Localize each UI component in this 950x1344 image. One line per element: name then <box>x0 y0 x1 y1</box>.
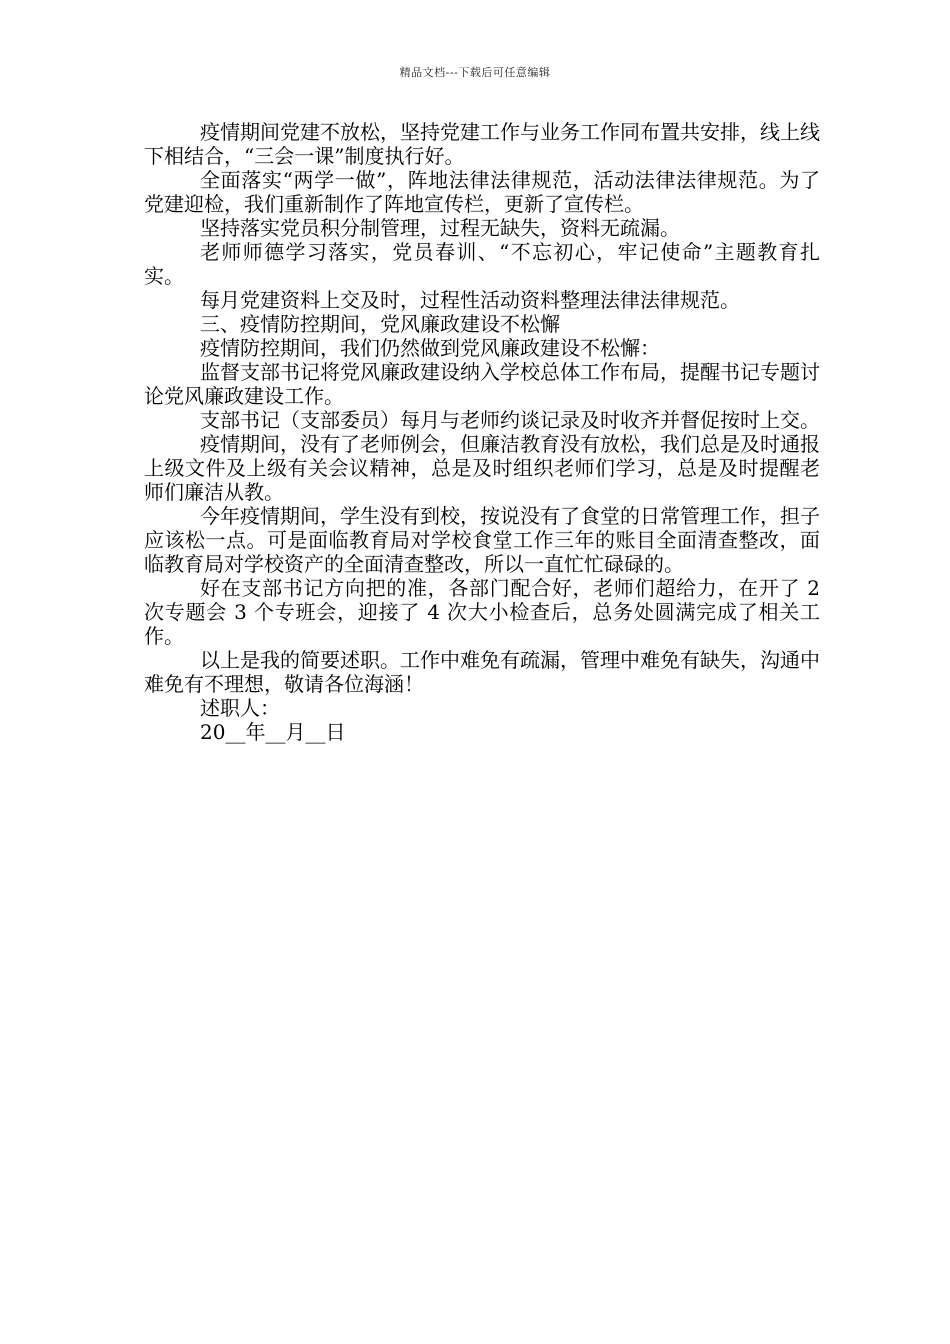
paragraph: 坚持落实党员积分制管理，过程无缺失，资料无疏漏。 <box>200 216 680 240</box>
section-heading: 三、疫情防控期间，党风廉政建设不松懈 <box>200 312 560 336</box>
date-line: 20__年__月__日 <box>200 720 346 744</box>
paragraph: 老师师德学习落实，党员春训、“不忘初心，牢记使命”主题教育扎实。 <box>144 240 820 288</box>
paragraph: 疫情期间，没有了老师例会，但廉洁教育没有放松，我们总是及时通报上级文件及上级有关会议精神，总是及时组织老师们学习，总是及时提醒老师们廉洁从教。 <box>144 432 820 504</box>
paragraph: 好在支部书记方向把的准，各部门配合好，老师们超给力，在开了 2 次专题会 3 个专班会，迎接了 4 次大小检查后，总务处圆满完成了相关工作。 <box>144 576 820 648</box>
page-header: 精品文档---下载后可任意编辑 <box>399 66 551 79</box>
paragraph: 监督支部书记将党风廉政建设纳入学校总体工作布局，提醒书记专题讨论党风廉政建设工作。 <box>144 360 820 408</box>
paragraph: 疫情期间党建不放松，坚持党建工作与业务工作同布置共安排，线上线下相结合，“三会一课”制度执行好。 <box>144 120 820 168</box>
paragraph: 每月党建资料上交及时，过程性活动资料整理法律法律规范。 <box>200 288 740 312</box>
paragraph: 疫情防控期间，我们仍然做到党风廉政建设不松懈： <box>200 336 660 360</box>
paragraph: 全面落实“两学一做”，阵地法律法律规范，活动法律法律规范。为了党建迎检，我们重新制作了阵地宣传栏，更新了宣传栏。 <box>144 168 820 216</box>
paragraph: 今年疫情期间，学生没有到校，按说没有了食堂的日常管理工作，担子应该松一点。可是面临教育局对学校食堂工作三年的账目全面清查整改，面临教育局对学校资产的全面清查整改，所以一直忙忙碌碌的。 <box>144 504 820 576</box>
signature-label: 述职人： <box>200 696 280 720</box>
paragraph: 支部书记（支部委员）每月与老师约谈记录及时收齐并督促按时上交。 <box>200 408 820 432</box>
document-body <box>144 120 820 744</box>
paragraph: 以上是我的简要述职。工作中难免有疏漏，管理中难免有缺失，沟通中难免有不理想，敬请各位海涵！ <box>144 648 820 696</box>
